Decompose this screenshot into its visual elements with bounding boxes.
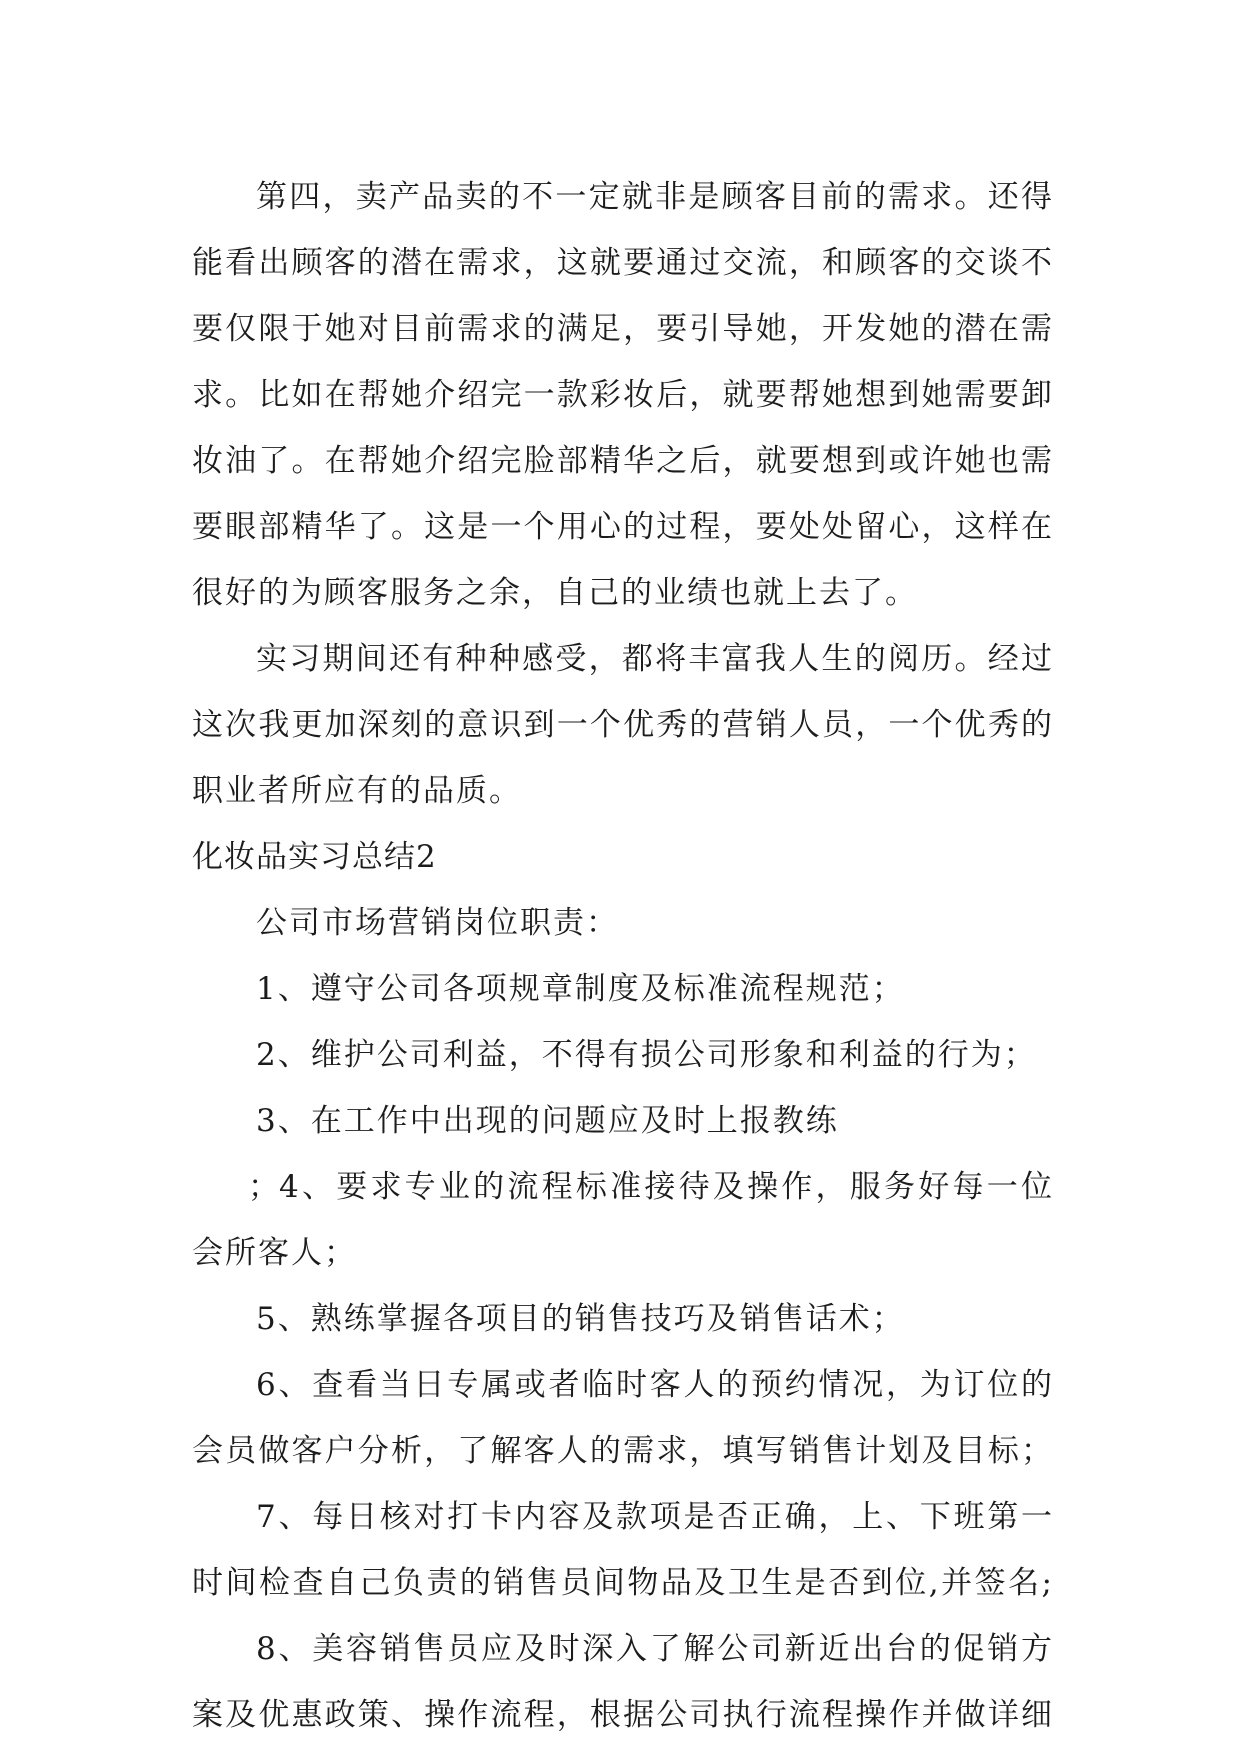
duty-item-6	[192, 1352, 1052, 1484]
duty-item-4	[192, 1154, 1052, 1286]
text-line: 会员做客户分析，了解客人的需求，填写销售计划及目标；	[192, 1433, 1052, 1469]
text-line: 会所客人；	[192, 1235, 357, 1271]
text-line: 第四，卖产品卖的不一定就非是顾客目前的需求。还得	[256, 179, 1052, 215]
duty-item-1: 1、遵守公司各项规章制度及标准流程规范；	[256, 971, 905, 1007]
duty-item-7	[192, 1484, 1052, 1616]
text-line: 6、查看当日专属或者临时客人的预约情况，为订位的	[256, 1367, 1052, 1403]
text-line: 7、每日核对打卡内容及款项是否正确，上、下班第一	[256, 1499, 1052, 1535]
text-line: 时间检查自己负责的销售员间物品及卫生是否到位,并签名;	[192, 1565, 1052, 1601]
duty-item-3: 3、在工作中出现的问题应及时上报教练	[256, 1103, 839, 1139]
paragraph-internship-feelings	[192, 626, 1052, 824]
text-line: 这次我更加深刻的意识到一个优秀的营销人员，一个优秀的	[192, 707, 1052, 743]
text-line: 求。比如在帮她介绍完一款彩妆后，就要帮她想到她需要卸	[192, 377, 1052, 413]
duty-item-8	[192, 1616, 1052, 1748]
duty-item-2: 2、维护公司利益，不得有损公司形象和利益的行为；	[256, 1037, 1037, 1073]
text-line: 案及优惠政策、操作流程，根据公司执行流程操作并做详细	[192, 1697, 1052, 1733]
text-line: ；4、要求专业的流程标准接待及操作，服务好每一位	[248, 1169, 1052, 1205]
text-line: 能看出顾客的潜在需求，这就要通过交流，和顾客的交谈不	[192, 245, 1052, 281]
text-line: 妆油了。在帮她介绍完脸部精华之后，就要想到或许她也需	[192, 443, 1052, 479]
paragraph-customer-needs	[192, 164, 1052, 626]
text-line: 实习期间还有种种感受，都将丰富我人生的阅历。经过	[256, 641, 1052, 677]
text-line: 要仅限于她对目前需求的满足，要引导她，开发她的潜在需	[192, 311, 1052, 347]
section-heading: 化妆品实习总结2	[192, 839, 437, 875]
text-line: 要眼部精华了。这是一个用心的过程，要处处留心，这样在	[192, 509, 1052, 545]
text-line: 职业者所应有的品质。	[192, 773, 522, 809]
document-body	[192, 164, 1052, 1748]
text-line: 8、美容销售员应及时深入了解公司新近出台的促销方	[256, 1631, 1052, 1667]
duty-item-5: 5、熟练掌握各项目的销售技巧及销售话术；	[256, 1301, 905, 1337]
text-line: 很好的为顾客服务之余，自己的业绩也就上去了。	[192, 575, 918, 611]
duties-intro: 公司市场营销岗位职责：	[256, 905, 619, 941]
